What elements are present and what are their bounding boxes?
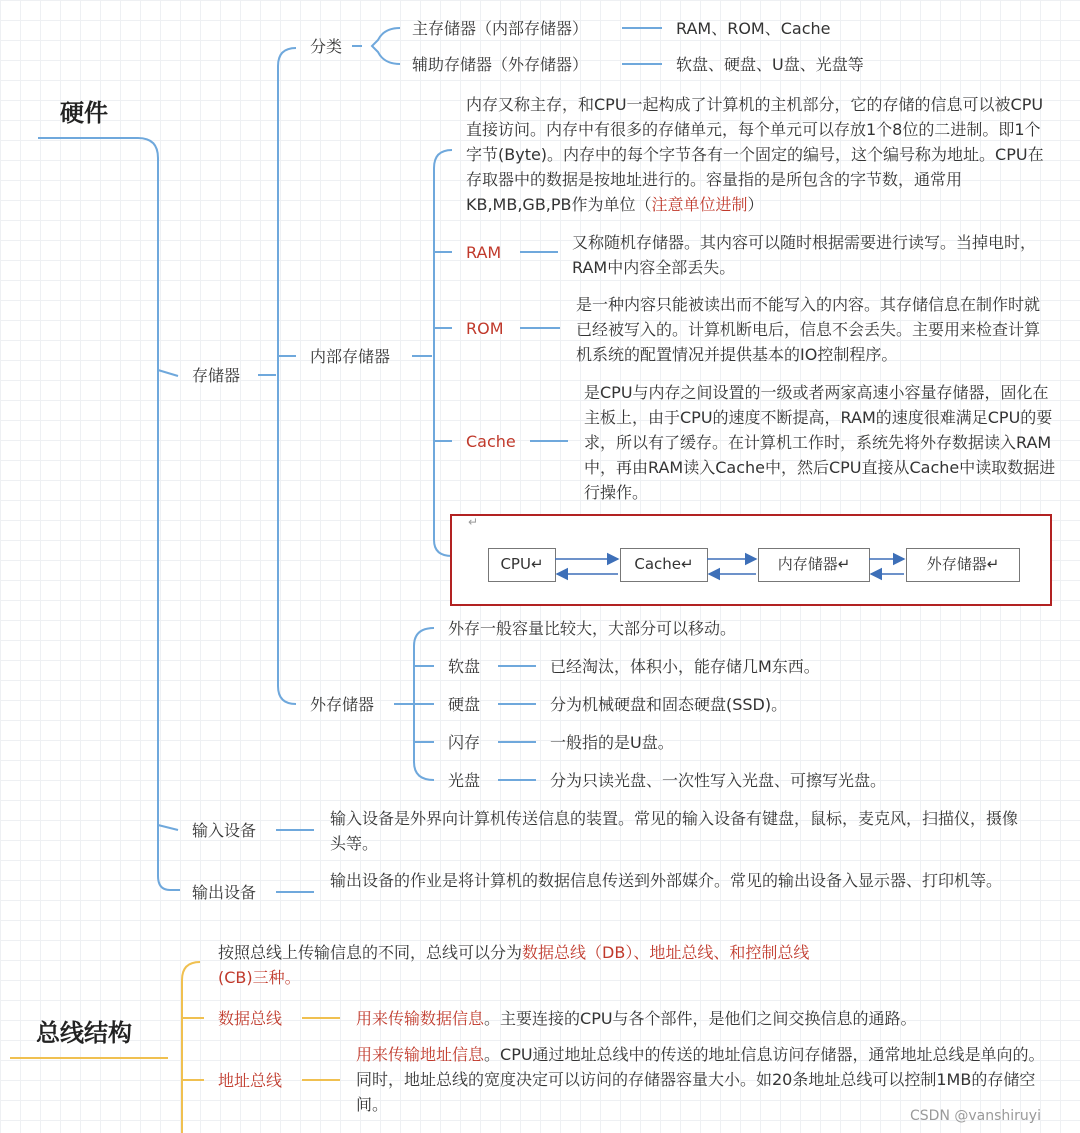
floppy-description: 已经淘汰，体积小，能存储几M东西。 <box>550 657 820 676</box>
internal-memory-description: 内存又称主存，和CPU一起构成了计算机的主机部分，它的存储的信息可以被CPU直接访问。内存中有很多的存储单元，每个单元可以存放1个8位的二进制。即1个字节(Byte)。内存中的每个字节各有一个固定的编号，这个编号称为地址。CPU在存取器中的数据是按地址进行的。容量指的是所包含的字节数，通常用KB,MB,GB,PB作为单位（注意单位进制） <box>466 95 1044 214</box>
ram-description: 又称随机存储器。其内容可以随时根据需要进行读写。当掉电时，RAM中内容全部丢失。 <box>572 233 1037 277</box>
cache-label: Cache <box>466 432 516 451</box>
external-memory-label: 外存储器 <box>310 695 375 714</box>
output-device-description: 输出设备的作业是将计算机的数据信息传送到外部媒介。常见的输出设备入显示器、打印机等。 <box>330 871 1003 890</box>
flash-description: 一般指的是U盘。 <box>550 733 674 752</box>
input-device-label: 输入设备 <box>192 821 257 840</box>
paragraph-mark: ↵ <box>468 515 479 529</box>
memory-box: 内存储器↵ <box>758 548 870 582</box>
hdd-description: 分为机械硬盘和固态硬盘(SSD)。 <box>550 695 788 714</box>
cache-description: 是CPU与内存之间设置的一级或者两家高速小容量存储器，固化在主板上，由于CPU的速度不断提高，RAM的速度很难满足CPU的要求，所以有了缓存。在计算机工作时，系统先将外存数据读入RAM中，再由RAM读入Cache中，然后CPU直接从Cache中读取数据进行操作。 <box>584 383 1056 502</box>
hdd-label: 硬盘 <box>448 695 481 714</box>
main-memory-label: 主存储器（内部存储器） <box>412 19 589 38</box>
cache-box: Cache↵ <box>620 548 708 582</box>
cpu-box: CPU↵ <box>488 548 556 582</box>
data-bus-label: 数据总线 <box>218 1009 283 1028</box>
aux-memory-label: 辅助存储器（外存储器） <box>412 55 589 74</box>
address-bus-description: 用来传输地址信息。CPU通过地址总线中的传送的地址信息访问存储器，通常地址总线是单向的。同时，地址总线的宽度决定可以访问的存储器容量大小。如20条地址总线可以控制1MB的存储空间。 <box>356 1045 1045 1114</box>
external-memory-description: 外存一般容量比较大，大部分可以移动。 <box>448 619 737 638</box>
category-label: 分类 <box>310 37 343 56</box>
ram-label: RAM <box>466 243 502 262</box>
optical-description: 分为只读光盘、一次性写入光盘、可擦写光盘。 <box>550 771 887 790</box>
storage-label: 存储器 <box>192 366 241 385</box>
rom-description: 是一种内容只能被读出而不能写入的内容。其存储信息在制作时就已经被写入的。计算机断电后，信息不会丢失。主要用来检查计算机系统的配置情况并提供基本的IO控制程序。 <box>576 295 1041 364</box>
data-bus-description: 用来传输数据信息。主要连接的CPU与各个部件，是他们之间交换信息的通路。 <box>356 1009 917 1028</box>
floppy-label: 软盘 <box>448 657 481 676</box>
internal-memory-label: 内部存储器 <box>310 347 391 366</box>
flash-label: 闪存 <box>448 733 481 752</box>
watermark: CSDN @vanshiruyi <box>910 1108 1041 1124</box>
bus-intro: 按照总线上传输信息的不同，总线可以分为数据总线（DB）、地址总线、和控制总线 (CB)三种。 <box>218 943 810 987</box>
optical-label: 光盘 <box>448 771 481 790</box>
address-bus-label: 地址总线 <box>218 1071 283 1090</box>
bus-types: 数据总线（DB）、地址总线、和控制总线 <box>522 943 810 962</box>
main-memory-types: RAM、ROM、Cache <box>676 19 831 38</box>
external-box: 外存储器↵ <box>906 548 1020 582</box>
input-device-description: 输入设备是外界向计算机传送信息的装置。常见的输入设备有键盘，鼠标，麦克风，扫描仪，摄像头等。 <box>330 809 1019 853</box>
bus-title: 总线结构 <box>36 1019 132 1047</box>
output-device-label: 输出设备 <box>192 883 257 902</box>
unit-note: 注意单位进制 <box>651 195 748 214</box>
hardware-title: 硬件 <box>60 99 108 127</box>
aux-memory-types: 软盘、硬盘、U盘、光盘等 <box>676 55 864 74</box>
rom-label: ROM <box>466 319 504 338</box>
